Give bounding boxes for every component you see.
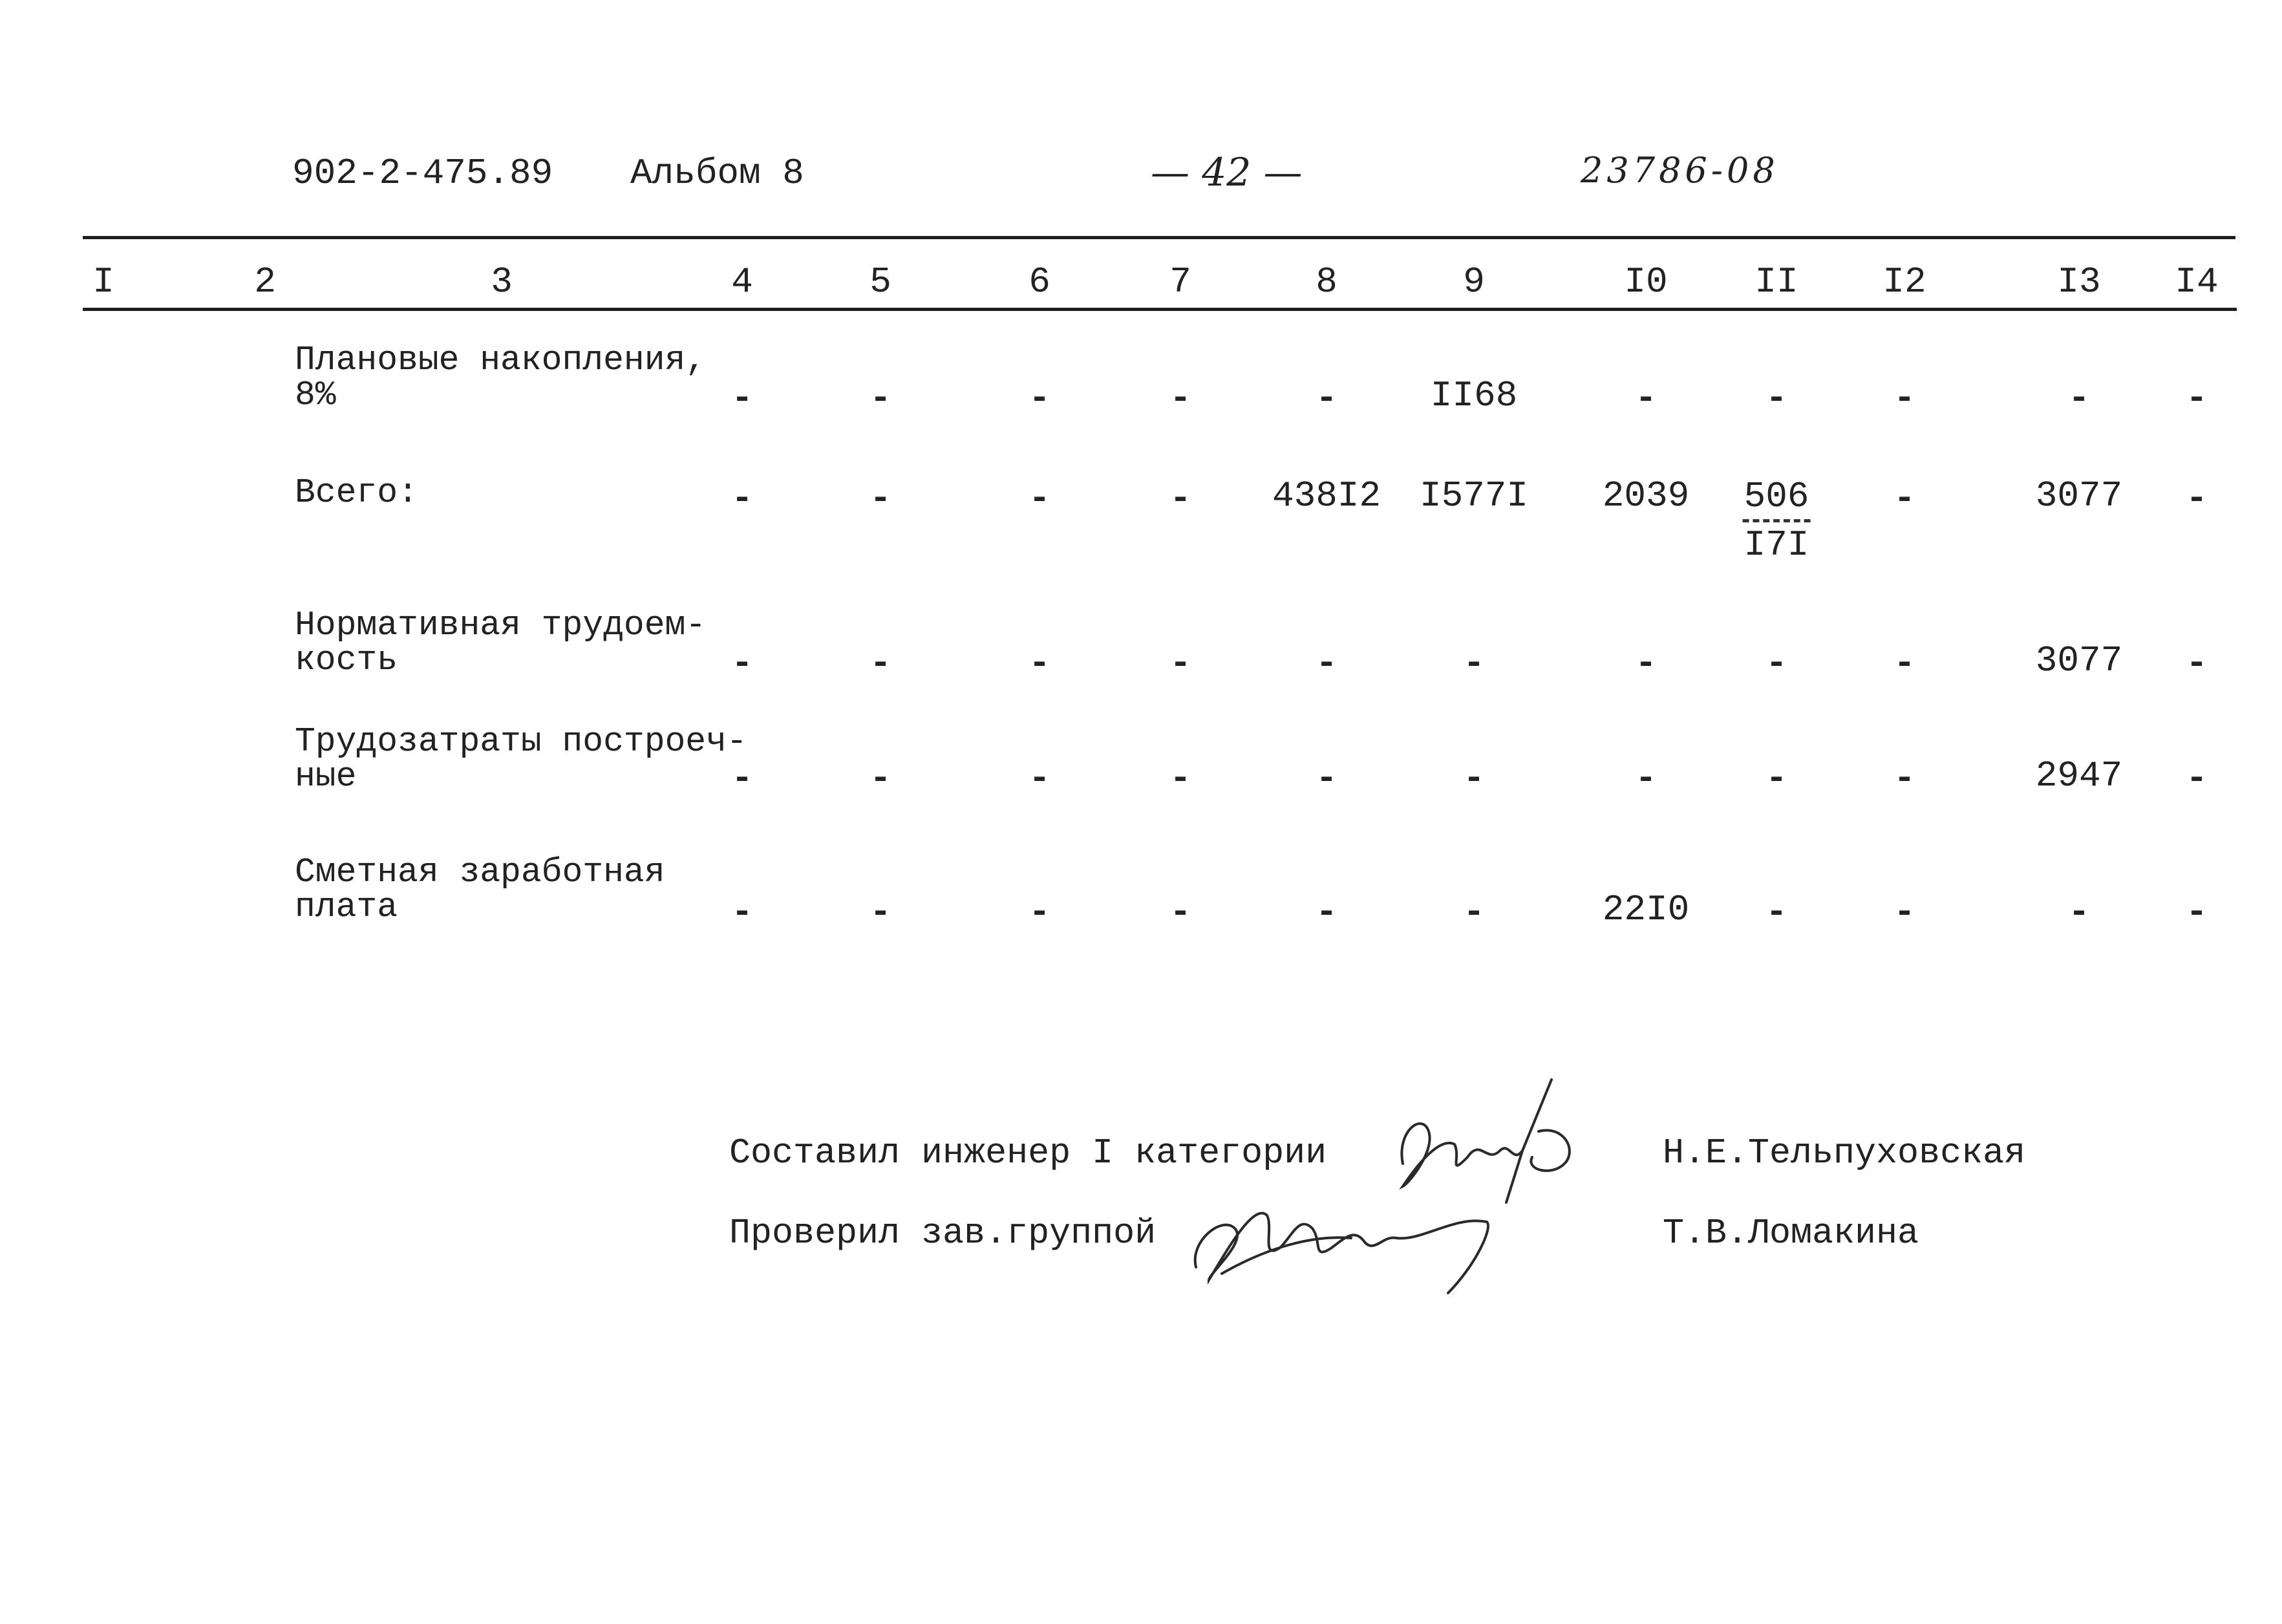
table-cell: 3077 — [2035, 640, 2123, 681]
table-cell: 2947 — [2035, 755, 2123, 796]
table-cell: - — [1169, 892, 1191, 933]
row-label: Сметная заработная плата — [295, 853, 665, 926]
table-cell: - — [1169, 643, 1191, 684]
table-cell: - — [1463, 892, 1485, 933]
table-header-rule — [83, 308, 2237, 311]
table-cell: - — [1169, 478, 1191, 519]
table-cell: II68 — [1430, 375, 1518, 416]
compiled-by-name: Н.Е.Тельпуховская — [1663, 1133, 2026, 1173]
table-cell: - — [869, 643, 891, 684]
table-cell: - — [1893, 378, 1915, 419]
row-label: Всего: — [295, 473, 418, 512]
column-number-13: I3 — [2057, 261, 2101, 303]
table-cell: - — [2186, 758, 2208, 799]
page-number: — 42 — — [1151, 150, 1303, 195]
compiled-by-label: Составил инженер I категории — [729, 1133, 1327, 1173]
table-cell: - — [1029, 758, 1050, 799]
album-label: Альбом 8 — [630, 153, 804, 194]
table-cell: - — [1316, 378, 1338, 419]
table-cell: - — [1635, 643, 1657, 684]
table-cell: - — [1029, 892, 1050, 933]
checked-by-name: Т.В.Ломакина — [1663, 1213, 1919, 1254]
column-number-12: I2 — [1882, 261, 1926, 303]
table-cell: 438I2 — [1272, 475, 1381, 517]
table-cell: - — [731, 758, 753, 799]
table-cell: - — [1635, 378, 1657, 419]
column-number-11: II — [1754, 261, 1798, 303]
table-cell: 2039 — [1602, 475, 1690, 517]
column-number-5: 5 — [869, 261, 891, 303]
row-label: Плановые накопления, 8% — [295, 341, 707, 414]
table-cell — [1743, 474, 1811, 568]
table-cell: - — [1765, 378, 1787, 419]
inventory-number: 23786-08 — [1581, 150, 1779, 191]
table-cell: - — [1765, 892, 1787, 933]
row-label: Трудозатраты построеч- ные — [295, 722, 747, 796]
table-cell: - — [1316, 643, 1338, 684]
table-cell: - — [1029, 378, 1050, 419]
column-number-4: 4 — [731, 261, 753, 303]
table-cell: 22I0 — [1602, 889, 1690, 930]
column-number-3: 3 — [491, 261, 513, 303]
table-cell: - — [869, 478, 891, 519]
column-number-8: 8 — [1316, 261, 1338, 303]
table-cell: - — [2186, 643, 2208, 684]
fraction-denominator: I7I — [1743, 524, 1809, 566]
table-cell: - — [1029, 643, 1050, 684]
table-cell: - — [731, 478, 753, 519]
table-cell: - — [869, 378, 891, 419]
table-cell: - — [1169, 758, 1191, 799]
table-cell: - — [2186, 892, 2208, 933]
table-cell: - — [869, 758, 891, 799]
fraction-numerator: 506 — [1743, 474, 1811, 522]
document-code: 902-2-475.89 — [292, 153, 553, 194]
column-number-10: I0 — [1624, 261, 1668, 303]
table-cell: - — [2068, 892, 2090, 933]
column-number-9: 9 — [1463, 261, 1485, 303]
row-label: Нормативная трудоем- кость — [295, 606, 707, 679]
table-cell: - — [1029, 478, 1050, 519]
table-cell: - — [2186, 378, 2208, 419]
table-cell: - — [1463, 643, 1485, 684]
table-cell: - — [2068, 378, 2090, 419]
checked-by-label: Проверил зав.группой — [729, 1213, 1157, 1254]
table-cell: - — [731, 892, 753, 933]
checker-signature — [1183, 1177, 1532, 1306]
table-top-rule — [83, 236, 2235, 239]
table-cell: - — [2186, 478, 2208, 519]
table-cell: - — [869, 892, 891, 933]
table-cell: - — [1635, 758, 1657, 799]
column-number-6: 6 — [1029, 261, 1050, 303]
column-number-14: I4 — [2175, 261, 2219, 303]
table-cell: - — [1316, 758, 1338, 799]
table-cell: - — [1893, 892, 1915, 933]
column-number-7: 7 — [1169, 261, 1191, 303]
table-cell: I577I — [1419, 475, 1529, 517]
table-cell: - — [1765, 758, 1787, 799]
table-cell: 3077 — [2035, 475, 2123, 517]
table-cell: - — [1893, 478, 1915, 519]
column-number-2: 2 — [254, 261, 276, 303]
table-cell: - — [1463, 758, 1485, 799]
table-cell: - — [1169, 378, 1191, 419]
fraction-value — [1743, 474, 1811, 568]
table-cell: - — [1765, 643, 1787, 684]
table-cell: - — [731, 378, 753, 419]
table-cell: - — [1893, 643, 1915, 684]
table-cell: - — [731, 643, 753, 684]
table-cell: - — [1316, 892, 1338, 933]
column-number-1: I — [92, 261, 114, 303]
table-cell: - — [1893, 758, 1915, 799]
